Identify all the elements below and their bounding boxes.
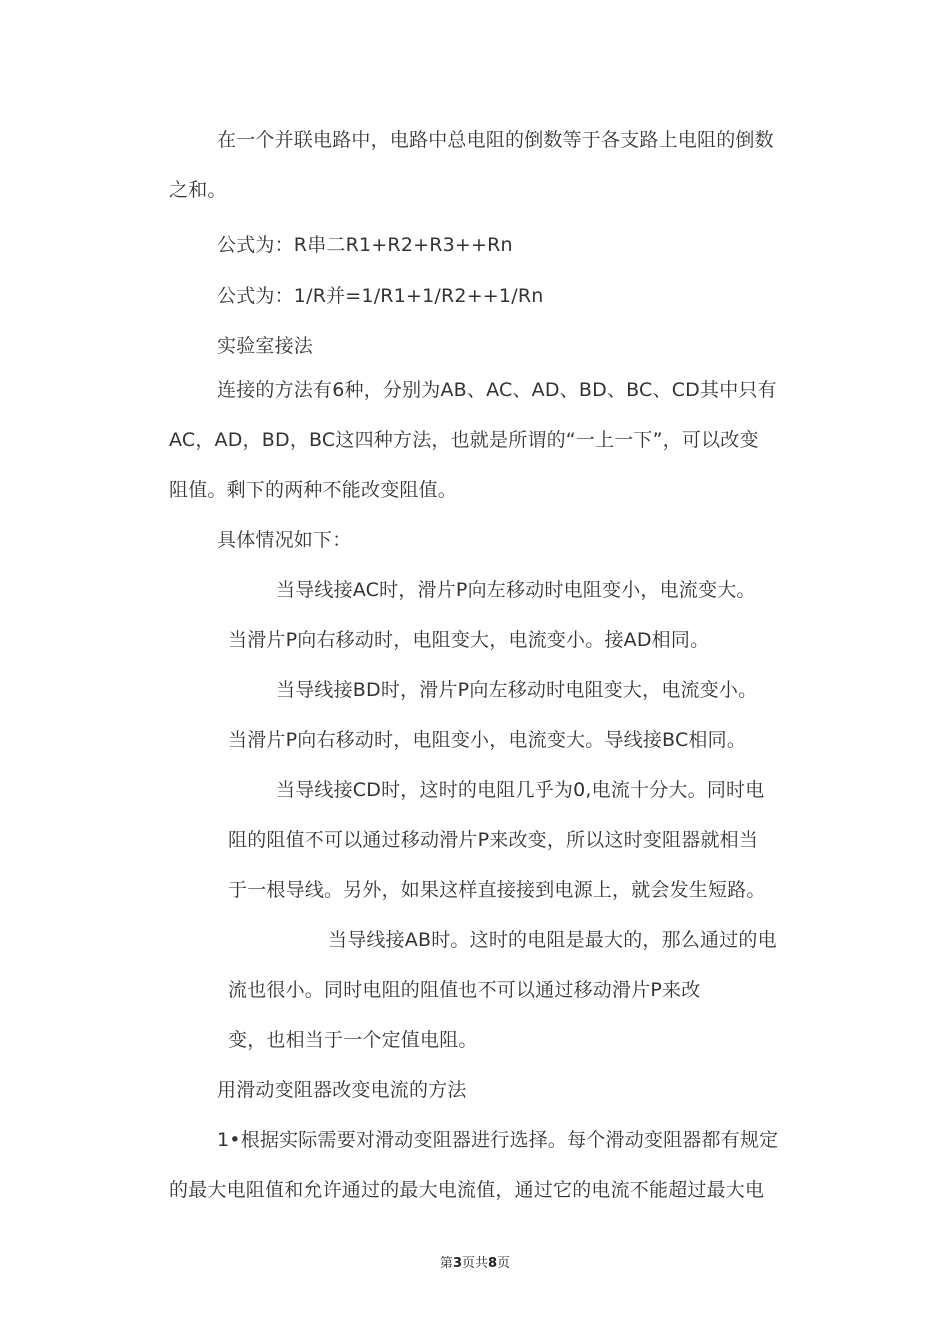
text-line: 在一个并联电路中，电路中总电阻的倒数等于各支路上电阻的倒数 bbox=[217, 129, 774, 151]
text-line: 变，也相当于一个定值电阻。 bbox=[228, 1029, 478, 1051]
text-line: 实验室接法 bbox=[217, 335, 314, 357]
text-line: 阻的阻值不可以通过移动滑片P来改变，所以这时变阻器就相当 bbox=[228, 829, 759, 851]
text-line: 阻值。剩下的两种不能改变阻值。 bbox=[169, 479, 458, 501]
text-line: 当滑片P向右移动时，电阻变小，电流变大。导线接BC相同。 bbox=[228, 729, 747, 751]
text-line: 公式为：R串二R1+R2+R3++Rn bbox=[217, 234, 513, 256]
page-footer bbox=[0, 1255, 950, 1273]
text-line: 流也很小。同时电阻的阻值也不可以通过移动滑片P来改 bbox=[228, 979, 701, 1001]
text-line: 当导线接AB时。这时的电阻是最大的，那么通过的电 bbox=[328, 929, 777, 951]
text-line: 当导线接BD时，滑片P向左移动时电阻变大，电流变小。 bbox=[276, 679, 758, 701]
footer-page-number: 3 bbox=[452, 1256, 462, 1271]
text-line: 具体情况如下： bbox=[217, 529, 352, 551]
section-heading: 用滑动变阻器改变电流的方法 bbox=[217, 1079, 467, 1101]
text-line: 的最大电阻值和允许通过的最大电流值，通过它的电流不能超过最大电 bbox=[169, 1179, 765, 1201]
text-line: 连接的方法有6种，分别为AB、AC、AD、BD、BC、CD其中只有 bbox=[217, 379, 777, 401]
text-line: 当导线接CD时，这时的电阻几乎为0,电流十分大。同时电 bbox=[276, 779, 765, 801]
text-line: 于一根导线。另外，如果这样直接接到电源上，就会发生短路。 bbox=[228, 879, 766, 901]
footer-suffix: 页 bbox=[497, 1256, 511, 1271]
footer-total-pages: 8 bbox=[488, 1256, 498, 1271]
text-line: 之和。 bbox=[169, 179, 227, 201]
footer-middle: 页共 bbox=[461, 1256, 488, 1271]
text-line: AC，AD，BD，BC这四种方法，也就是所谓的“一上一下”，可以改变 bbox=[169, 429, 759, 451]
text-line: 公式为：1/R并=1/R1+1/R2++1/Rn bbox=[217, 285, 544, 307]
text-line: 当滑片P向右移动时，电阻变大，电流变小。接AD相同。 bbox=[228, 629, 710, 651]
text-line: 当导线接AC时，滑片P向左移动时电阻变小，电流变大。 bbox=[276, 579, 756, 601]
footer-prefix: 第 bbox=[439, 1256, 453, 1271]
text-line: 1•根据实际需要对滑动变阻器进行选择。每个滑动变阻器都有规定 bbox=[217, 1129, 779, 1151]
